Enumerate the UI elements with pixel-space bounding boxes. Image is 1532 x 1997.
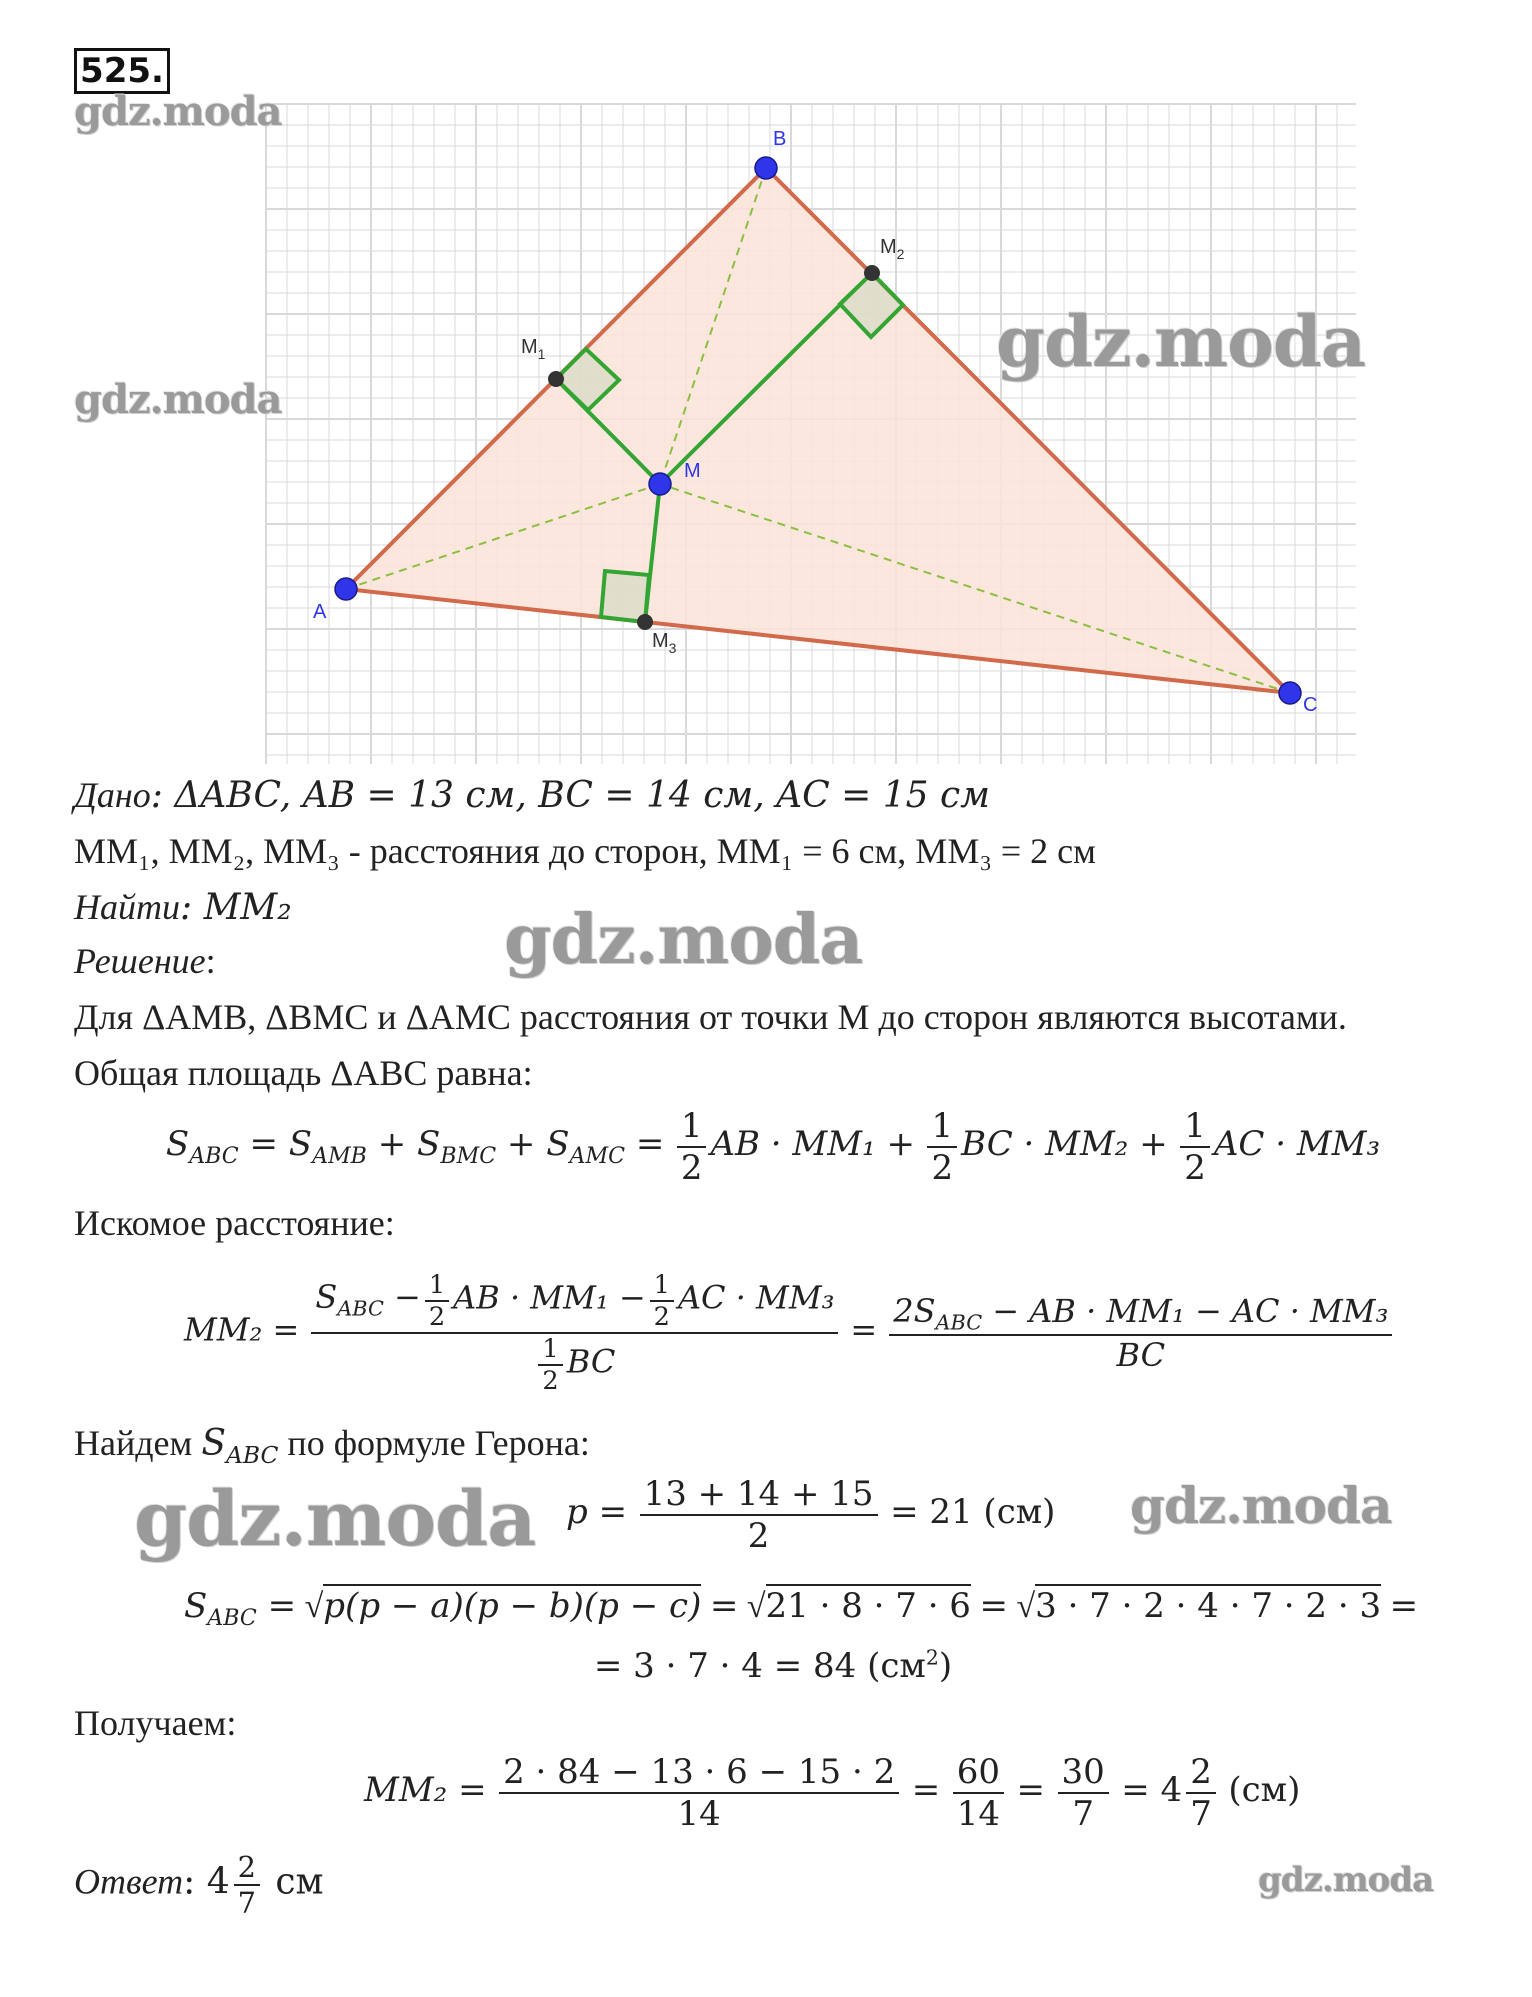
watermark: gdz.moda [74,376,282,423]
label-m1: $M_1$ [521,336,546,362]
point-b [755,157,777,179]
p-formula: p = $\frac{13 + 14 + 15}{2}$ = 21 (см) [566,1474,1056,1556]
given-line [74,774,1472,816]
watermark: gdz.moda [504,900,863,980]
find-line [74,886,1472,928]
label-m: M [684,460,701,482]
heron-intro: Найдем $S_{ABC}$ по формуле Герона: [74,1423,590,1470]
watermark: gdz.moda [996,300,1366,383]
point-m1 [548,371,564,387]
find-value: : MM₂ [180,887,292,928]
solution-label: Решение [74,941,206,981]
area-result: = 3 · 7 · 4 = 84 $(см^2)$ [593,1646,953,1687]
heights-sentence: Для ΔAMB, ΔBMC и ΔAMC расстояния от точки M до сторон являются высотами. [74,997,1347,1037]
point-m [649,473,671,495]
label-b: B [773,128,787,150]
label-m3: $M_3$ [652,630,677,656]
label-c: C [1303,694,1318,716]
point-a [335,578,357,600]
answer-label: Ответ [74,1861,184,1902]
final-formula: MM₂ = $\frac{2 \cdot 84 - 13 \cdot 6 - 15 \cdot 2}{14}$ = $\frac{60}{14}$ = $\frac{30}{7}$ = 4 $\frac{2}{7}$ (см) [364,1752,1301,1834]
label-m2: $M_2$ [880,236,905,262]
sought-line: Искомое расстояние: [74,1203,395,1243]
find-label: Найти [74,887,180,927]
total-area-line: Общая площадь ΔABC равна: [74,1053,533,1093]
problem-number: 525. [74,48,170,94]
formula-mm2: MM₂ = $S_{ABC}$ − $\frac{1}{2}$ AB · MM₁ − $\frac{1}{2}$ AC · MM₃ $\frac{1}{2}$ BC = $\frac{2S_{ABC} - AB \cdot MM_1 - AC \cdot MM_3}{BC}$ [184,1270,1472,1396]
label-a: A [313,601,327,623]
given-label: Дано [74,775,151,815]
solution-line [74,940,1472,982]
distances-line: MM₁, MM₂, MM₃ - расстояния до сторон, MM₁ = 6 см, MM₃ = 2 см [74,831,1096,871]
point-m2 [864,265,880,281]
given-value: : ΔABC, AB = 13 см, BC = 14 см, AC = 15 см [150,775,990,816]
point-c [1279,682,1301,704]
solution-colon: : [205,941,216,981]
watermark: gdz.moda [1258,1860,1434,1900]
watermark: gdz.moda [134,1474,536,1563]
obtain-line: Получаем: [74,1703,237,1743]
answer-line: Ответ: 4 $\frac{2}{7}$ см [74,1850,324,1920]
watermark: gdz.moda [1130,1476,1392,1535]
point-m3 [637,614,653,630]
formula-area: $S_{ABC} = S_{AMB} + S_{BMC} + S_{AMC}$ = $\frac{1}{2}$ AB · MM₁ + $\frac{1}{2}$ BC · MM₂ + $\frac{1}{2}$ AC · MM₃ [165,1106,1381,1188]
area-formula: $S_{ABC} = √p(p - a)(p - b)(p - c) = √21 \cdot 8 \cdot 7 \cdot 6 = √3 \cdot 7 \cdot 2 \cdot 4 \cdot 7 \cdot 2 \cdot 3$ = [184,1586,1419,1631]
watermark: gdz.moda [74,88,282,135]
right-angle-m3 [601,571,649,622]
